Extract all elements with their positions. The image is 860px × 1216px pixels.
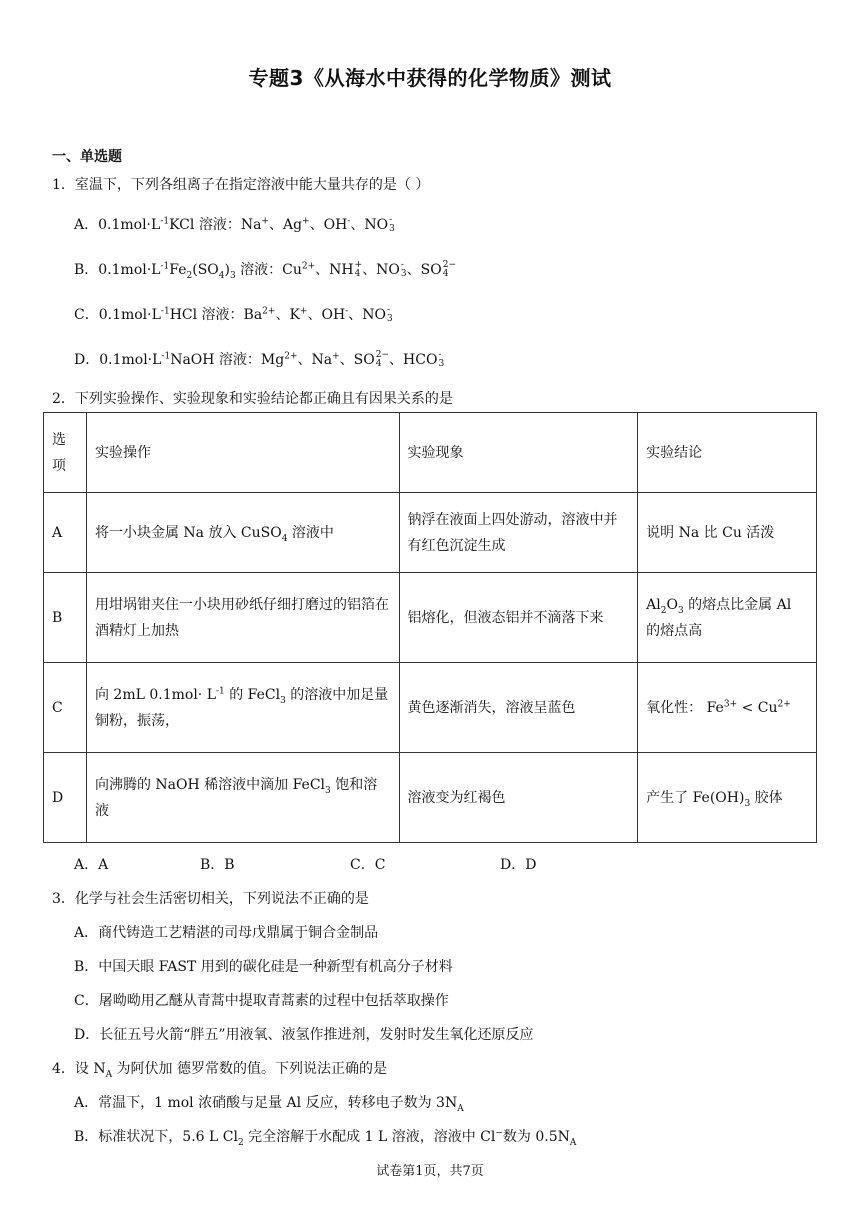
row-phenomenon: 黄色逐渐消失，溶液呈蓝色	[399, 663, 638, 753]
row-option: B	[44, 573, 87, 663]
header-conclusion: 实验结论	[638, 413, 817, 493]
question-1-stem: 1．室温下，下列各组离子在指定溶液中能大量共存的是（ ）	[52, 177, 430, 193]
question-3-option-c: C．屠呦呦用乙醚从青蒿中提取青蒿素的过程中包括萃取操作	[74, 993, 449, 1009]
question-3-stem: 3．化学与社会生活密切相关，下列说法不正确的是	[52, 891, 369, 907]
row-option: D	[44, 753, 87, 843]
choice-d: D．D	[500, 857, 537, 873]
experiment-table	[43, 412, 817, 843]
row-option: C	[44, 663, 87, 753]
table-header-row	[44, 413, 817, 493]
row-operation: 向沸腾的 NaOH 稀溶液中滴加 FeCl$_3$ 饱和溶液	[86, 753, 399, 843]
row-phenomenon: 铝熔化，但液态铝并不滴落下来	[399, 573, 638, 663]
question-1-option-d: D．$0.1mol\cdot L^{-1}NaOH$ 溶液：$Mg^{2+}$、Na+、SO 2− 4 、HCO - 3	[74, 350, 445, 369]
header-phenomenon: 实验现象	[399, 413, 638, 493]
row-phenomenon: 钠浮在液面上四处游动，溶液中并有红色沉淀生成	[399, 493, 638, 573]
section-heading: 一、单选题	[52, 149, 122, 165]
row-conclusion: $Al_2O_3$ 的熔点比金属 Al 的熔点高	[638, 573, 817, 663]
row-option: A	[44, 493, 87, 573]
table-row	[44, 573, 817, 663]
row-phenomenon: 溶液变为红褐色	[399, 753, 638, 843]
page-title: 专题3《从海水中获得的化学物质》测试	[248, 66, 612, 90]
table-row	[44, 753, 817, 843]
table-row	[44, 493, 817, 573]
question-2-choices	[74, 854, 536, 874]
question-3-option-b: B．中国天眼 FAST 用到的碳化硅是一种新型有机高分子材料	[74, 959, 453, 975]
row-operation: 向 2mL $0.1mol\cdot L^{-1}$ 的 FeCl$_3$ 的溶液中加足量铜粉，振荡，	[86, 663, 399, 753]
question-4-option-a: A．常温下，1 mol 浓硝酸与足量 Al 反应，转移电子数为 $3N_A$	[74, 1095, 464, 1114]
row-conclusion: 产生了 $Fe(OH)_3$ 胶体	[638, 753, 817, 843]
row-operation: 用坩埚钳夹住一小块用砂纸仔细打磨过的铝箔在酒精灯上加热	[86, 573, 399, 663]
header-option: 选项	[44, 413, 87, 493]
row-conclusion: 说明 Na 比 Cu 活泼	[638, 493, 817, 573]
choice-b: B．B	[200, 857, 235, 873]
question-4-option-b: B．标准状况下，5.6 L $Cl_2$ 完全溶解于水配成 1 L 溶液，溶液中 Cl−数为 $0.5N_A$	[74, 1128, 577, 1148]
question-1-option-b: B．$0.1mol\cdot L^{-1}Fe_2(SO_4)_3$ 溶液：$Cu^{2+}$、NH + 4 、NO - 3 、SO 2− 4	[74, 260, 457, 281]
question-1-option-c: C．$0.1mol\cdot L^{-1}HCl$ 溶液：$Ba^{2+}$、K+、OH-、NO - 3	[74, 305, 393, 324]
question-2-stem: 2．下列实验操作、实验现象和实验结论都正确且有因果关系的是	[52, 391, 453, 407]
header-operation: 实验操作	[86, 413, 399, 493]
question-3-option-a: A．商代铸造工艺精湛的司母戊鼎属于铜合金制品	[74, 925, 379, 941]
page-footer: 试卷第1页，共7页	[376, 1164, 484, 1179]
question-3-option-d: D．长征五号火箭“胖五”用液氧、液氢作推进剂，发射时发生氧化还原反应	[74, 1027, 534, 1043]
choice-a: A．A	[74, 857, 109, 873]
row-conclusion: 氧化性： $Fe^{3+} < Cu^{2+}$	[638, 663, 817, 753]
question-1-option-a: A．$0.1mol\cdot L^{-1}KCl$ 溶液：Na+、Ag+、OH-、NO - 3	[74, 215, 395, 234]
choice-c: C．C	[350, 857, 386, 873]
table-row	[44, 663, 817, 753]
question-4-stem: 4．设 $N_A$ 为阿伏加 德罗常数的值。下列说法正确的是	[52, 1061, 388, 1080]
row-operation: 将一小块金属 Na 放入 CuSO$_4$ 溶液中	[86, 493, 399, 573]
